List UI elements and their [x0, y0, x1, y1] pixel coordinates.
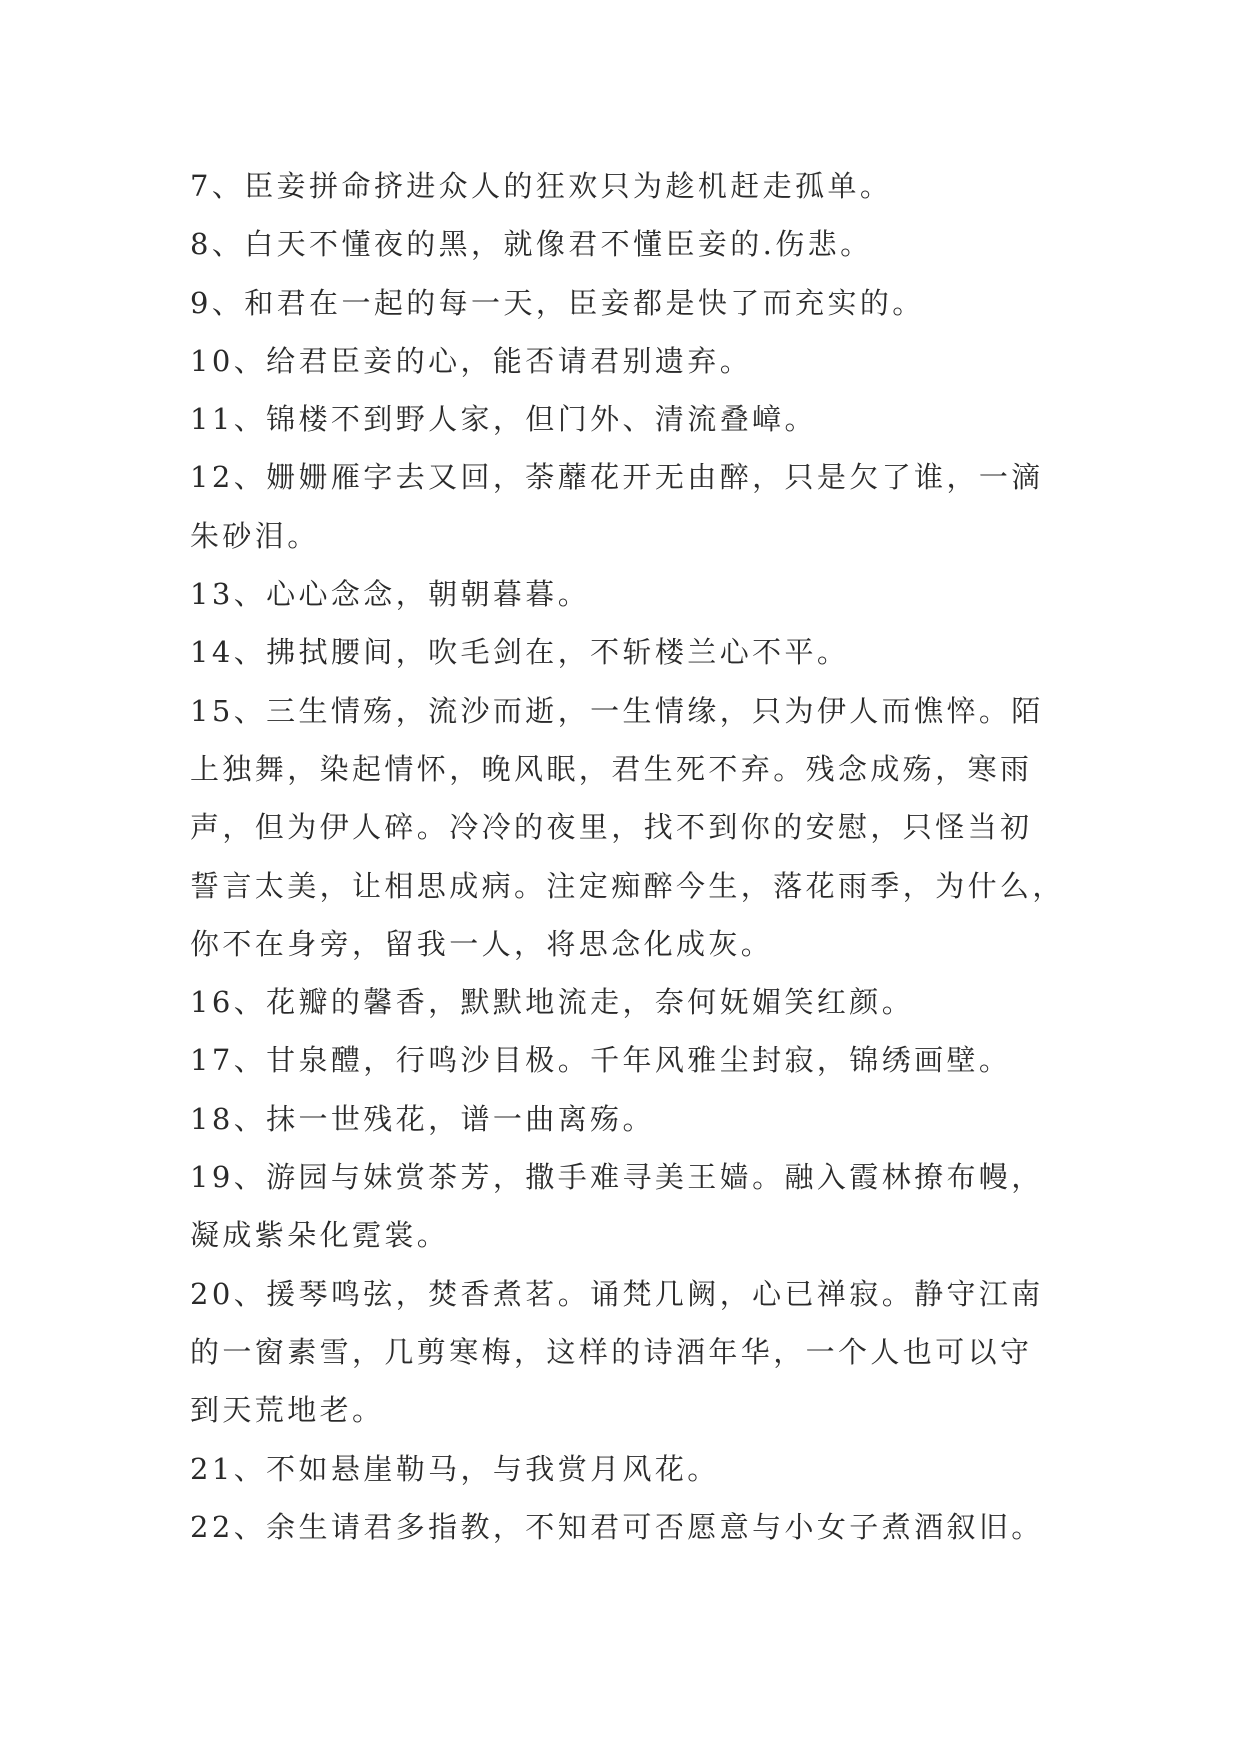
text-line: 21、不如悬崖勒马，与我赏月风花。	[190, 1451, 720, 1486]
text-line: 8、白天不懂夜的黑，就像君不懂臣妾的.伤悲。	[190, 227, 873, 262]
text-line: 19、游园与妹赏茶芳，撒手难寻美王嫱。融入霞林撩布幔，	[190, 1160, 1044, 1195]
text-line: 17、甘泉醴，行鸣沙目极。千年风雅尘封寂，锦绣画壁。	[190, 1043, 1012, 1078]
text-line: 你不在身旁，留我一人，将思念化成灰。	[190, 926, 774, 961]
text-line: 16、花瓣的馨香，默默地流走，奈何妩媚笑红颜。	[190, 985, 915, 1020]
text-line: 9、和君在一起的每一天，臣妾都是快了而充实的。	[190, 285, 925, 320]
text-line: 到天荒地老。	[190, 1393, 385, 1428]
text-line: 22、余生请君多指教，不知君可否愿意与小女子煮酒叙旧。	[190, 1509, 1044, 1544]
text-line: 10、给君臣妾的心，能否请君别遗弃。	[190, 343, 753, 378]
text-line: 11、锦楼不到野人家，但门外、清流叠嶂。	[190, 402, 817, 437]
text-line: 朱砂泪。	[190, 518, 320, 553]
text-line: 14、拂拭腰间，吹毛剑在，不斩楼兰心不平。	[190, 635, 850, 670]
text-line: 18、抹一世残花，谱一曲离殇。	[190, 1101, 655, 1136]
text-line: 誓言太美，让相思成病。注定痴醉今生，落花雨季，为什么，	[190, 868, 1065, 903]
document-body	[190, 157, 1090, 1556]
text-line: 20、援琴鸣弦，焚香煮茗。诵梵几阙，心已禅寂。静守江南	[190, 1276, 1044, 1311]
text-line: 12、姗姗雁字去又回，荼蘼花开无由醉，只是欠了谁，一滴	[190, 460, 1044, 495]
text-line: 13、心心念念，朝朝暮暮。	[190, 577, 591, 612]
text-line: 声，但为伊人碎。冷冷的夜里，找不到你的安慰，只怪当初	[190, 810, 1033, 845]
text-line: 凝成紫朵化霓裳。	[190, 1218, 450, 1253]
text-line: 上独舞，染起情怀，晚风眠，君生死不弃。残念成殇，寒雨	[190, 751, 1033, 786]
text-line: 的一窗素雪，几剪寒梅，这样的诗酒年华，一个人也可以守	[190, 1334, 1033, 1369]
text-line: 7、臣妾拼命挤进众人的狂欢只为趁机赶走孤单。	[190, 169, 893, 203]
text-line: 15、三生情殇，流沙而逝，一生情缘，只为伊人而憔悴。陌	[190, 693, 1044, 728]
